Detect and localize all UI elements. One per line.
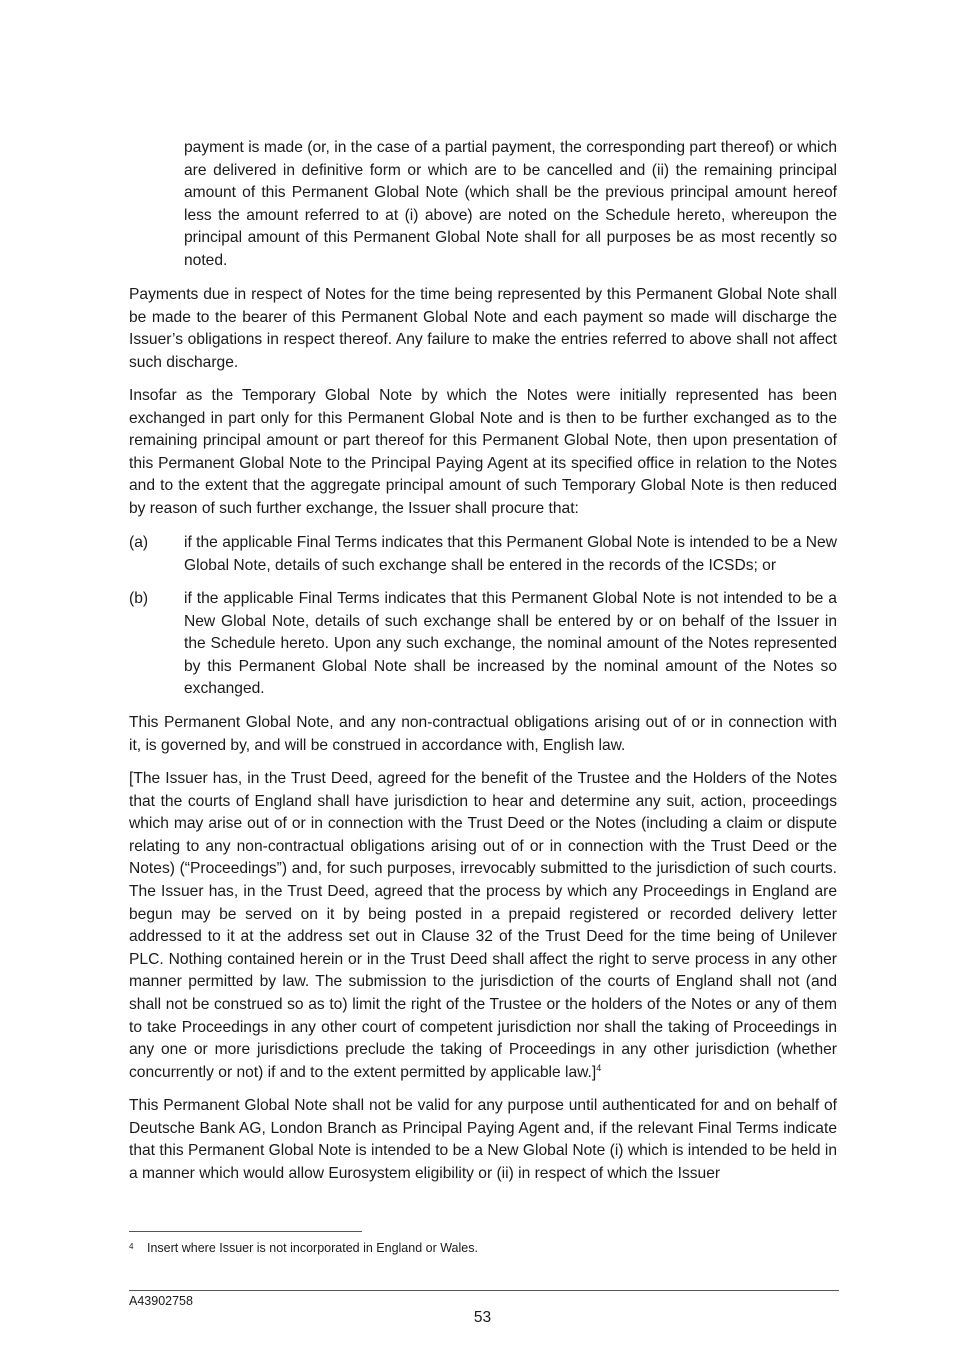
paragraph-payments: Payments due in respect of Notes for the time being represented by this Permanent Global Note shall be made to the bearer of this Permanent Global Note and each payment so made will discharge the Issuer’s obligations in respect thereof. Any failure to make the entries referred to above shall not affect such discharge. bbox=[129, 286, 837, 371]
footnote-reference: 4 bbox=[596, 1062, 602, 1073]
paragraph-exchange: Insofar as the Temporary Global Note by which the Notes were initially represented has been exchanged in part only for this Permanent Global Note and is then to be further exchanged as to the remaining principal amount or part thereof for this Permanent Global Note, then upon presentation of this Permanent Global Note to the Principal Paying Agent at its specified office in relation to the Notes and to the extent that the aggregate principal amount of such Temporary Global Note is then reduced by reason of such further exchange, the Issuer shall procure that: bbox=[129, 387, 837, 517]
paragraph-governing-law: This Permanent Global Note, and any non-contractual obligations arising out of or in connection with it, is governed by, and will be construed in accordance with, English law. bbox=[129, 714, 837, 754]
jurisdiction-text: [The Issuer has, in the Trust Deed, agreed for the benefit of the Trustee and the Holders of the Notes that the courts of England shall have jurisdiction to hear and determine any suit, action, proceedings which may arise out of or in connection with the Trust Deed or the Notes (including a claim or dispute relating to any non-contractual obligations arising out of or in connection with the Trust Deed or the Notes) (“Proceedings”) and, for such purposes, irrevocably submitted to the jurisdiction of such courts. The Issuer has, in the Trust Deed, agreed that the process by which any Proceedings in England are begun may be served on it by being posted in a prepaid registered or recorded delivery letter addressed to it at the address set out in Clause 32 of the Trust Deed for the time being of Unilever PLC. Nothing contained herein or in the Trust Deed shall affect the right to serve process in any other manner permitted by law. The submission to the jurisdiction of the courts of England shall not (and shall not be construed so as to) limit the right of the Trustee or the holders of the Notes or any of them to take Proceedings in any other court of competent jurisdiction nor shall the taking of Proceedings in any one or more jurisdictions preclude the taking of Proceedings in any other jurisdiction (whether concurrently or not) if and to the extent permitted by applicable law.] bbox=[129, 770, 837, 1081]
paragraph-continuation: payment is made (or, in the case of a partial payment, the corresponding part thereof) or which are delivered in definitive form or which are to be cancelled and (ii) the remaining principal amount of this Permanent Global Note (which shall be the previous principal amount hereof less the amount referred to at (i) above) are noted on the Schedule hereto, whereupon the principal amount of this Permanent Global Note shall for all purposes be as most recently so noted. bbox=[184, 139, 837, 269]
footnote-divider bbox=[129, 1231, 362, 1232]
footnote bbox=[129, 1240, 478, 1256]
footnote-text: Insert where Issuer is not incorporated in England or Wales. bbox=[147, 1241, 478, 1255]
list-label-b: (b) bbox=[129, 590, 149, 607]
footnote-number: 4 bbox=[129, 1242, 134, 1251]
paragraph-authentication: This Permanent Global Note shall not be valid for any purpose until authenticated for and on behalf of Deutsche Bank AG, London Branch as Principal Paying Agent and, if the relevant Final Terms indicate that this Permanent Global Note is intended to be a New Global Note (i) which is intended to be held in a manner which would allow Eurosystem eligibility or (ii) in respect of which the Issuer bbox=[129, 1097, 837, 1182]
list-label-a: (a) bbox=[129, 534, 149, 551]
list-text-a: if the applicable Final Terms indicates that this Permanent Global Note is intended to be a New Global Note, details of such exchange shall be entered in the records of the ICSDs; or bbox=[184, 534, 837, 574]
footer-divider bbox=[129, 1290, 839, 1291]
paragraph-jurisdiction bbox=[129, 768, 837, 1084]
document-id: A43902758 bbox=[129, 1294, 193, 1308]
list-text-b: if the applicable Final Terms indicates that this Permanent Global Note is not intended to be a New Global Note, details of such exchange shall be entered by or on behalf of the Issuer in the Schedule hereto. Upon any such exchange, the nominal amount of the Notes represented by this Permanent Global Note shall be increased by the nominal amount of the Notes so exchanged. bbox=[184, 590, 837, 698]
page-number: 53 bbox=[473, 1309, 492, 1326]
